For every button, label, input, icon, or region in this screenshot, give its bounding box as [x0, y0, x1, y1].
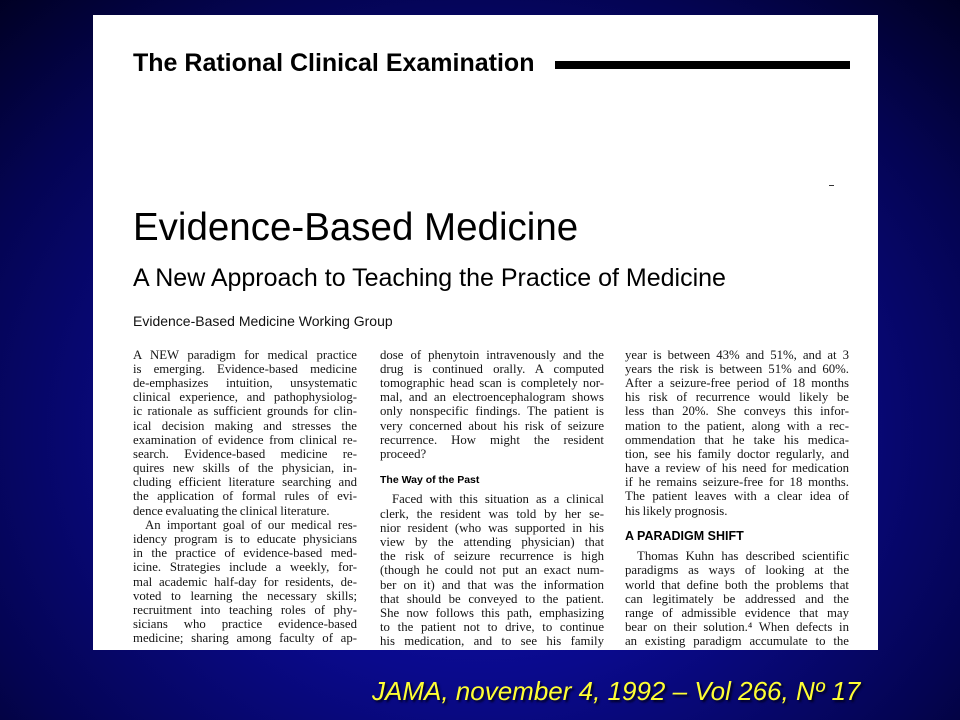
text-line: clerk, the resident was told by her se-	[380, 506, 604, 521]
text-line: is emerging. Evidence-based medicine	[133, 361, 357, 376]
text-column-3	[625, 348, 849, 649]
text-line: tion, see his family doctor regularly, and	[625, 446, 849, 461]
text-line: that should be conveyed to the patient.	[380, 591, 604, 606]
paragraph	[625, 348, 849, 518]
paragraph	[380, 348, 604, 462]
text-line: range of admissible evidence that may	[625, 605, 849, 620]
text-line: ommendation that he take his medica-	[625, 432, 849, 447]
paragraph	[133, 348, 357, 518]
text-line: She now follows this path, emphasizing	[380, 605, 604, 620]
text-line: ic rationale as sufficient grounds for clin-	[133, 404, 357, 419]
text-line: dence evaluating the clinical literature.	[133, 503, 330, 518]
text-line: An important goal of our medical res-	[145, 517, 357, 532]
text-line: if he remains seizure-free for 18 months.	[625, 475, 849, 490]
article-title: Evidence-Based Medicine	[133, 206, 579, 249]
margin-mark	[829, 185, 834, 186]
text-line: examination of evidence from clinical re-	[133, 432, 357, 447]
section-header: The Rational Clinical Examination	[133, 49, 535, 77]
text-line: search. Evidence-based medicine re-	[133, 446, 357, 461]
paragraph	[380, 492, 604, 648]
text-line: bear on their solution.⁴ When defects in	[625, 620, 849, 635]
text-line: only nonspecific findings. The patient is	[380, 404, 604, 419]
article-byline: Evidence-Based Medicine Working Group	[133, 313, 393, 329]
text-line: world that define both the problems that	[625, 577, 849, 592]
text-line: ber on it) and that was the information	[380, 577, 604, 592]
text-line: After a seizure-free period of 18 months	[625, 375, 849, 390]
text-line: (though he could not put an exact num-	[380, 563, 604, 578]
text-line: drug is continued orally. A computed	[380, 361, 604, 376]
text-line: the application of formal rules of evi-	[133, 489, 357, 504]
text-line: quires new skills of the physician, in-	[133, 461, 357, 476]
text-line: recurrence. How might the resident	[380, 432, 604, 447]
text-line: an existing paradigm accumulate to the	[625, 634, 849, 649]
text-line: to the patient not to drive, to continue	[380, 620, 604, 635]
text-line: his likely prognosis.	[625, 503, 728, 518]
text-line: proceed?	[380, 446, 427, 461]
text-line: less than 20%. She conveys this infor-	[625, 404, 849, 419]
paragraph	[133, 518, 357, 646]
text-line: have a review of his need for medication	[625, 461, 849, 476]
citation-caption: JAMA, november 4, 1992 – Vol 266, Nº 17	[372, 676, 861, 706]
text-line: in the practice of evidence-based med-	[133, 546, 357, 561]
header-rule	[555, 61, 850, 69]
text-line: icine. Strategies include a weekly, for-	[133, 560, 357, 575]
text-line: cluding efficient literature searching and	[133, 475, 357, 490]
text-line: Thomas Kuhn has described scientific	[637, 549, 849, 564]
text-line: paradigms as ways of looking at the	[625, 563, 849, 578]
text-line: Faced with this situation as a clinical	[392, 492, 604, 507]
text-column-2	[380, 348, 604, 649]
text-line: very concerned about his risk of seizure	[380, 418, 604, 433]
text-line: mal academic half-day for residents, de-	[133, 574, 357, 589]
text-line: dose of phenytoin intravenously and the	[380, 347, 604, 362]
text-line: recruitment into teaching roles of phy-	[133, 602, 357, 617]
text-line: clinical experience, and pathophysiolog-	[133, 390, 357, 405]
text-line: the risk of seizure recurrence is high	[380, 549, 604, 564]
text-line: mation to the patient, along with a rec-	[625, 418, 849, 433]
text-line: view by the attending physician) that	[380, 535, 604, 550]
paragraph	[625, 549, 849, 648]
section-heading: The Way of the Past	[380, 473, 480, 486]
text-column-1	[133, 348, 357, 646]
text-line: mal, and an electroencephalogram shows	[380, 390, 604, 405]
text-line: A NEW paradigm for medical practice	[133, 347, 357, 362]
text-line: his risk of recurrence would likely be	[625, 390, 849, 405]
section-heading: A PARADIGM SHIFT	[625, 529, 744, 544]
text-line: sicians who practice evidence-based	[133, 617, 357, 632]
text-line: idency program is to educate physicians	[133, 532, 357, 547]
journal-page-scan	[93, 15, 878, 650]
article-subtitle: A New Approach to Teaching the Practice of Medicine	[133, 264, 726, 292]
text-line: years the risk is between 51% and 60%.	[625, 361, 849, 376]
text-line: ical decision making and stresses the	[133, 418, 357, 433]
text-line: can legitimately be addressed and the	[625, 591, 849, 606]
text-line: medicine; sharing among faculty of ap-	[133, 631, 357, 646]
text-line: year is between 43% and 51%, and at 3	[625, 347, 849, 362]
text-line: de-emphasizes intuition, unsystematic	[133, 375, 357, 390]
text-line: his medication, and to see his family	[380, 634, 604, 649]
text-line: tomographic head scan is completely nor-	[380, 375, 604, 390]
text-line: nior resident (who was supported in his	[380, 520, 604, 535]
text-line: voted to learning the necessary skills;	[133, 588, 357, 603]
text-line: The patient leaves with a clear idea of	[625, 489, 849, 504]
